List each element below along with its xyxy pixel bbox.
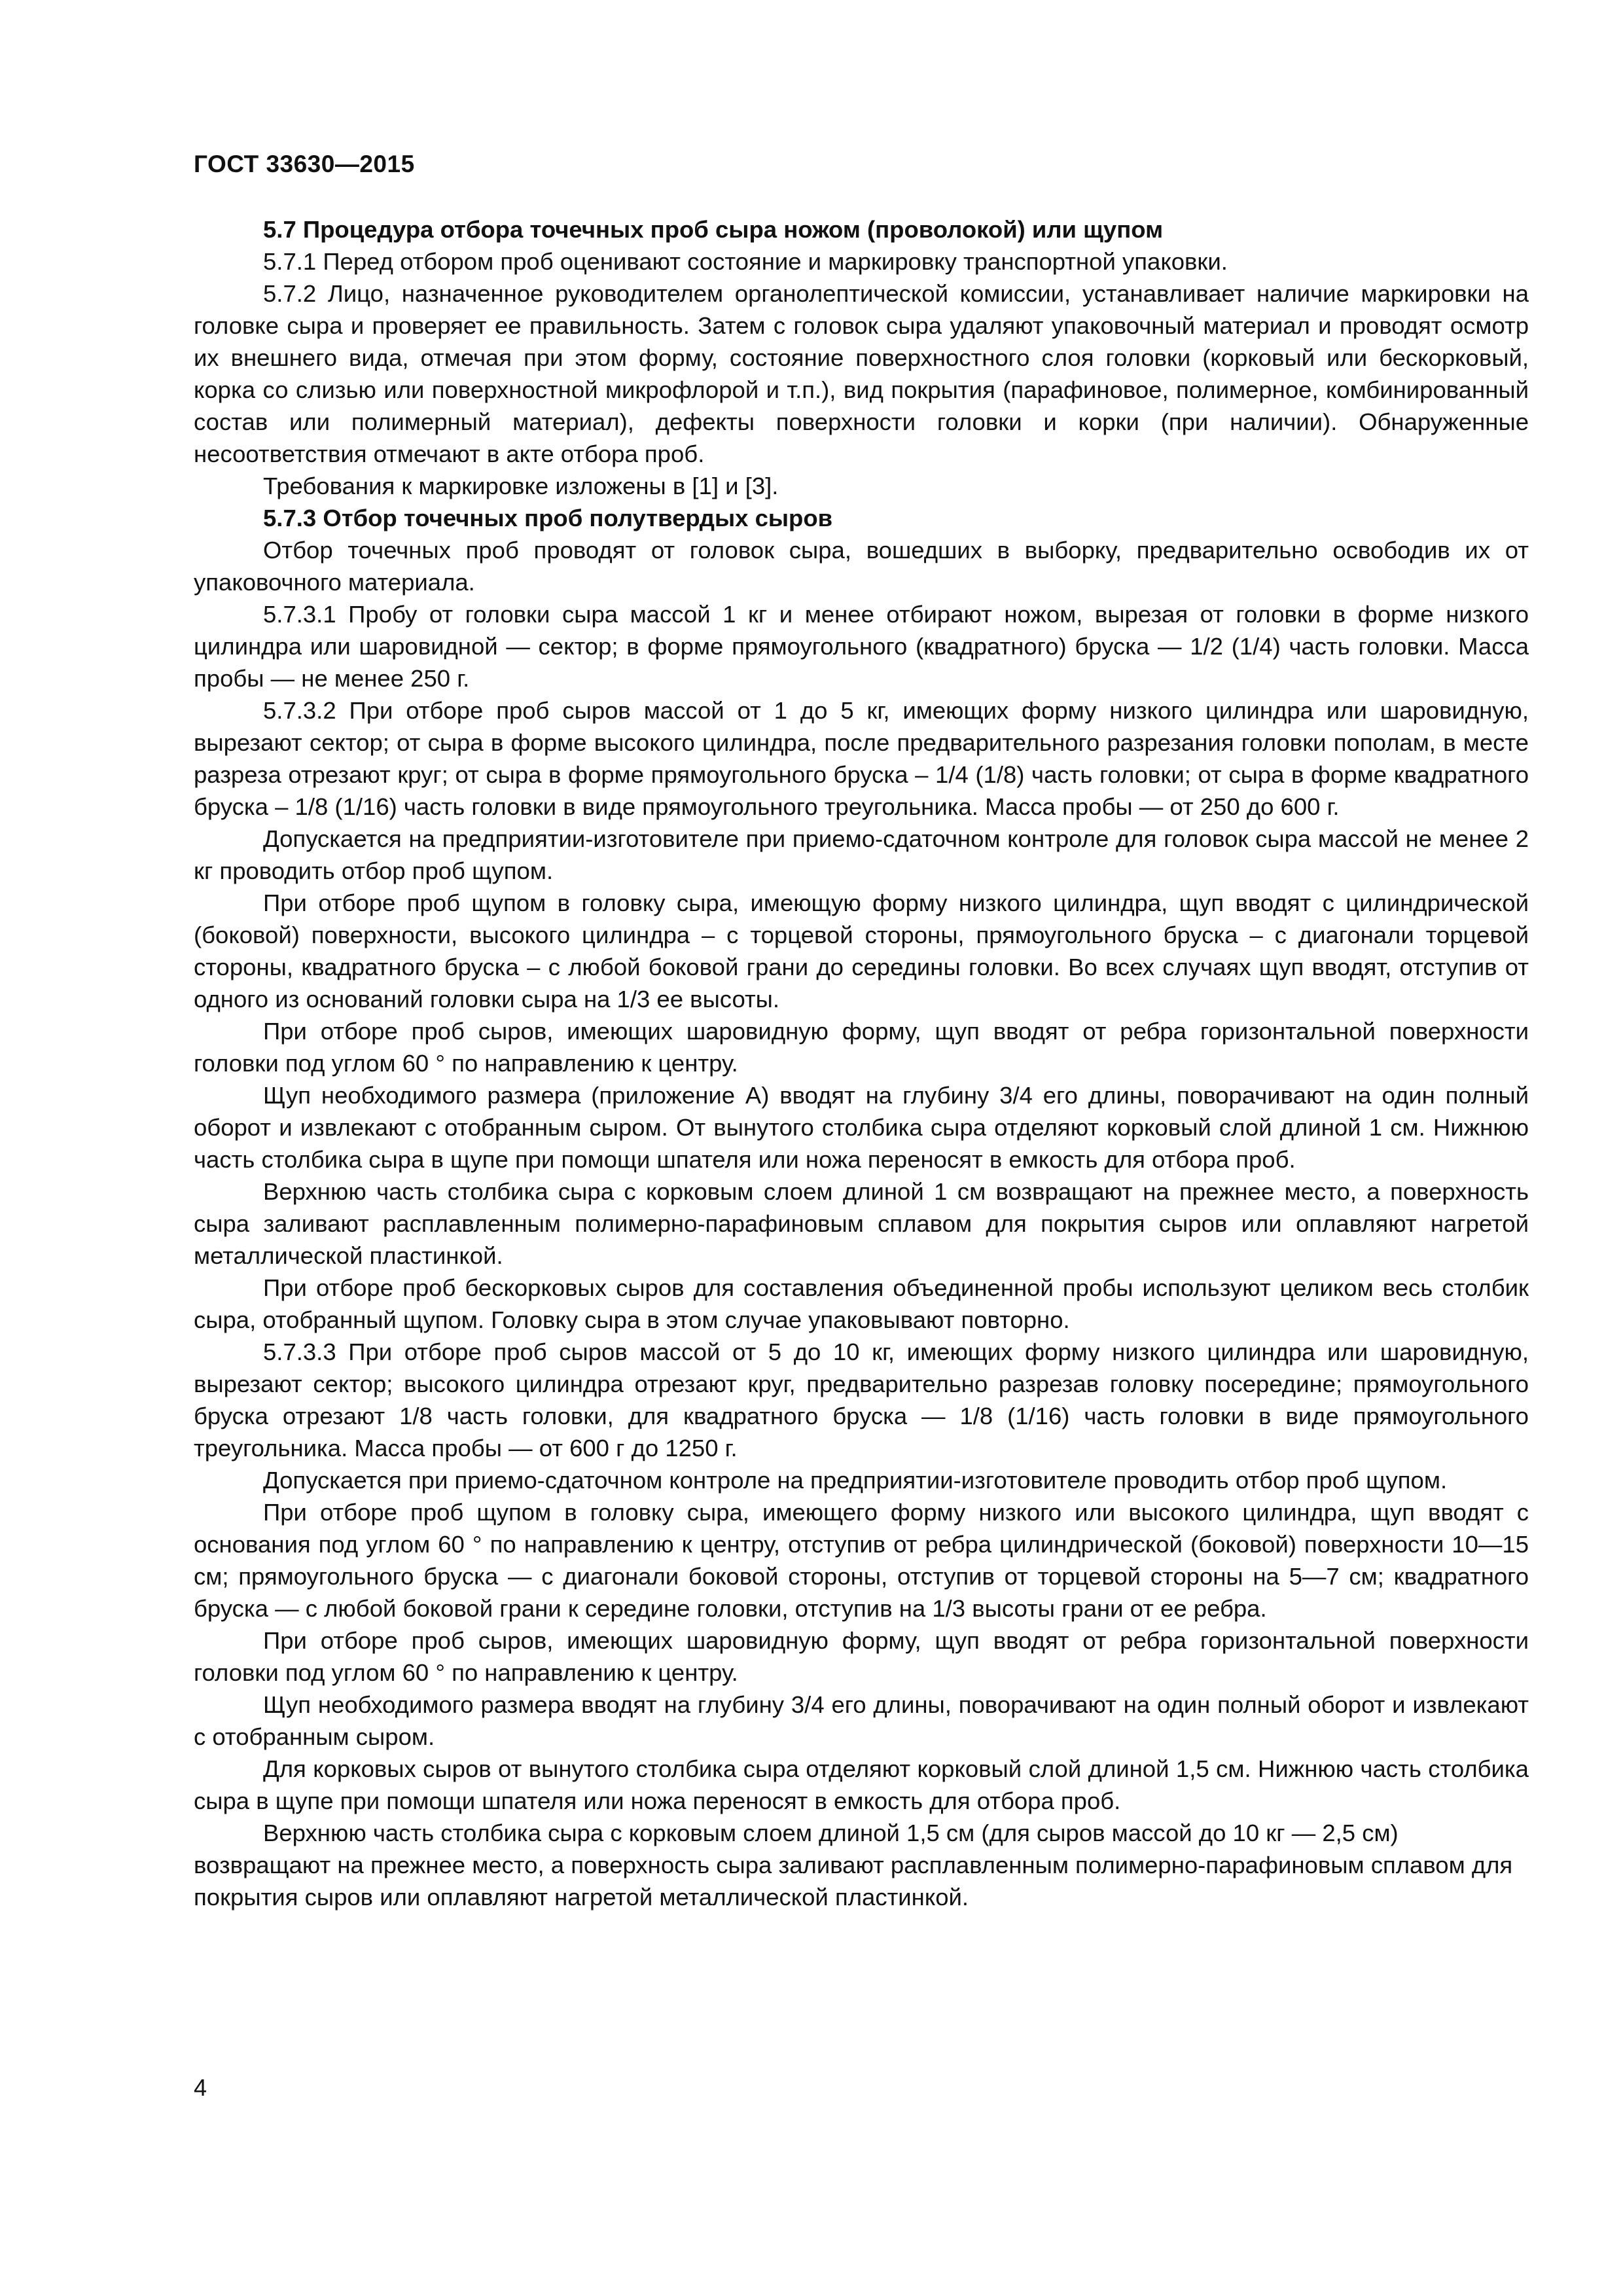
paragraph: Верхнюю часть столбика сыра с корковым слоем длиной 1 см возвращают на прежнее место, а поверхность сыра заливают расплавленным полимерно-парафиновым сплавом для покрытия сыров или оплавляют нагретой металлической пластинкой.: [194, 1178, 1529, 1269]
paragraph: Щуп необходимого размера (приложение А) вводят на глубину 3/4 его длины, поворачивают на один полный оборот и извлекают с отобранным сыром. От вынутого столбика сыра отделяют корковый слой длиной 1 см. Нижнюю часть столбика сыра в щупе при помощи шпателя или ножа переносят в емкость для отбора проб.: [194, 1082, 1529, 1173]
subsection-heading: 5.7.3 Отбор точечных проб полутвердых сыров: [263, 505, 833, 531]
page-number: 4: [194, 2074, 207, 2101]
section-heading: 5.7 Процедура отбора точечных проб сыра ножом (проволокой) или щупом: [263, 216, 1164, 243]
paragraph: При отборе проб бескорковых сыров для составления объединенной пробы используют целиком весь столбик сыра, отобранный щупом. Головку сыра в этом случае упаковывают повторно.: [194, 1274, 1529, 1333]
paragraph: 5.7.1 Перед отбором проб оценивают состояние и маркировку транспортной упаковки.: [263, 248, 1228, 275]
paragraph: Щуп необходимого размера вводят на глубину 3/4 его длины, поворачивают на один полный оборот и извлекают с отобранным сыром.: [194, 1691, 1529, 1750]
paragraph: 5.7.3.3 При отборе проб сыров массой от 5 до 10 кг, имеющих форму низкого цилиндра или шаровидную, вырезают сектор; высокого цилиндра отрезают круг, предварительно разрезав головку посередине; прямоугольного бруска отрезают 1/8 часть головки, для квадратного бруска — 1/8 (1/16) часть головки в виде прямоугольного треугольника. Масса пробы — от 600 г до 1250 г.: [194, 1338, 1529, 1462]
paragraph: Отбор точечных проб проводят от головок сыра, вошедших в выборку, предварительно освободив их от упаковочного материала.: [194, 537, 1529, 596]
paragraph: Для корковых сыров от вынутого столбика сыра отделяют корковый слой длиной 1,5 см. Нижнюю часть столбика сыра в щупе при помощи шпателя или ножа переносят в емкость для отбора проб.: [194, 1755, 1529, 1814]
paragraph: Требования к маркировке изложены в [1] и [3].: [263, 473, 779, 499]
paragraph: 5.7.3.1 Пробу от головки сыра массой 1 кг и менее отбирают ножом, вырезая от головки в форме низкого цилиндра или шаровидной — сектор; в форме прямоугольного (квадратного) бруска — 1/2 (1/4) часть головки. Масса пробы — не менее 250 г.: [194, 601, 1529, 692]
paragraph: Допускается на предприятии-изготовителе при приемо-сдаточном контроле для головок сыра массой не менее 2 кг проводить отбор проб щупом.: [194, 825, 1529, 884]
paragraph: 5.7.2 Лицо, назначенное руководителем органолептической комиссии, устанавливает наличие маркировки на головке сыра и проверяет ее правильность. Затем с головок сыра удаляют упаковочный материал и проводят осмотр их внешнего вида, отмечая при этом форму, состояние поверхностного слоя головки (корковый или бескорковый, корка со слизью или поверхностной микрофлорой и т.п.), вид покрытия (парафиновое, полимерное, комбинированный состав или полимерный материал), дефекты поверхности головки и корки (при наличии). Обнаруженные несоответствия отмечают в акте отбора проб.: [194, 280, 1529, 467]
paragraph: При отборе проб щупом в головку сыра, имеющую форму низкого цилиндра, щуп вводят с цилиндрической (боковой) поверхности, высокого цилиндра – с торцевой стороны, прямоугольного бруска – с диагонали торцевой стороны, квадратного бруска – с любой боковой грани до середины головки. Во всех случаях щуп вводят, отступив от одного из оснований головки сыра на 1/3 ее высоты.: [194, 889, 1529, 1013]
document-header: ГОСТ 33630—2015: [194, 151, 415, 177]
paragraph: При отборе проб сыров, имеющих шаровидную форму, щуп вводят от ребра горизонтальной поверхности головки под углом 60 ° по направлению к центру.: [194, 1018, 1529, 1077]
document-body: [194, 213, 1529, 1913]
paragraph: При отборе проб щупом в головку сыра, имеющего форму низкого или высокого цилиндра, щуп вводят с основания под углом 60 ° по направлению к центру, отступив от ребра цилиндрической (боковой) поверхности 10—15 см; прямоугольного бруска — с диагонали боковой стороны, отступив от торцевой стороны на 5—7 см; квадратного бруска — с любой боковой грани к середине головки, отступив на 1/3 высоты грани от ее ребра.: [194, 1499, 1529, 1622]
paragraph: Верхнюю часть столбика сыра с корковым слоем длиной 1,5 см (для сыров массой до 10 кг — 2,5 см) возвращают на прежнее место, а поверхность сыра заливают расплавленным полимерно-парафиновым сплавом для покрытия сыров или оплавляют нагретой металлической пластинкой.: [194, 1820, 1513, 1910]
paragraph: Допускается при приемо-сдаточном контроле на предприятии-изготовителе проводить отбор проб щупом.: [263, 1467, 1448, 1494]
paragraph: 5.7.3.2 При отборе проб сыров массой от 1 до 5 кг, имеющих форму низкого цилиндра или шаровидную, вырезают сектор; от сыра в форме высокого цилиндра, после предварительного разрезания головки пополам, в месте разреза отрезают круг; от сыра в форме прямоугольного бруска – 1/4 (1/8) часть головки; от сыра в форме квадратного бруска – 1/8 (1/16) часть головки в виде прямоугольного треугольника. Масса пробы — от 250 до 600 г.: [194, 697, 1529, 820]
paragraph: При отборе проб сыров, имеющих шаровидную форму, щуп вводят от ребра горизонтальной поверхности головки под углом 60 ° по направлению к центру.: [194, 1627, 1529, 1686]
